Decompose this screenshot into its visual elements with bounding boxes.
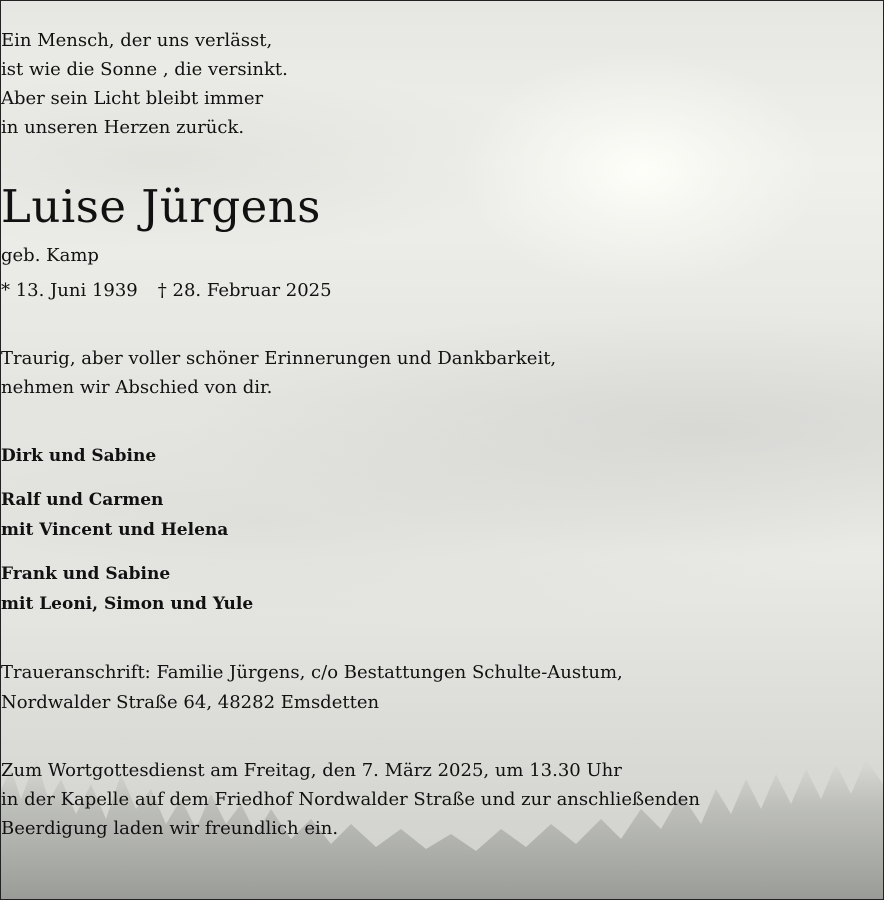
mourner-line: Dirk und Sabine — [1, 446, 157, 466]
birth-date: * 13. Juni 1939 — [1, 280, 138, 301]
farewell-line: Traurig, aber voller schöner Erinnerungen und Dankbarkeit, — [1, 348, 557, 369]
farewell-line: nehmen wir Abschied von dir. — [1, 377, 273, 398]
farewell-text — [1, 344, 883, 402]
poem-line: Aber sein Licht bleibt immer — [1, 88, 264, 109]
mourning-address — [1, 658, 883, 718]
memorial-poem — [1, 26, 883, 142]
service-line: in der Kapelle auf dem Friedhof Nordwalder Straße und zur anschließenden — [1, 789, 701, 810]
mourner-line: Frank und Sabine — [1, 564, 171, 584]
life-dates — [1, 277, 883, 305]
maiden-name: geb. Kamp — [1, 245, 99, 266]
mourner-group — [1, 441, 883, 471]
address-line: Traueranschrift: Familie Jürgens, c/o Bestattungen Schulte-Austum, — [1, 662, 623, 683]
mourner-line: mit Vincent und Helena — [1, 520, 229, 540]
address-line: Nordwalder Straße 64, 48282 Emsdetten — [1, 692, 380, 713]
poem-line: in unseren Herzen zurück. — [1, 117, 245, 138]
poem-line: Ein Mensch, der uns verlässt, — [1, 30, 273, 51]
service-line: Beerdigung laden wir freundlich ein. — [1, 818, 339, 839]
mourner-group — [1, 485, 883, 545]
mourner-line: Ralf und Carmen — [1, 490, 164, 510]
service-announcement — [1, 756, 883, 843]
service-line: Zum Wortgottesdienst am Freitag, den 7. März 2025, um 13.30 Uhr — [1, 760, 622, 781]
deceased-name: Luise Jürgens — [1, 180, 321, 233]
death-date: † 28. Februar 2025 — [157, 280, 332, 301]
mourner-line: mit Leoni, Simon und Yule — [1, 594, 254, 614]
mourner-group — [1, 559, 883, 619]
poem-line: ist wie die Sonne , die versinkt. — [1, 59, 288, 80]
